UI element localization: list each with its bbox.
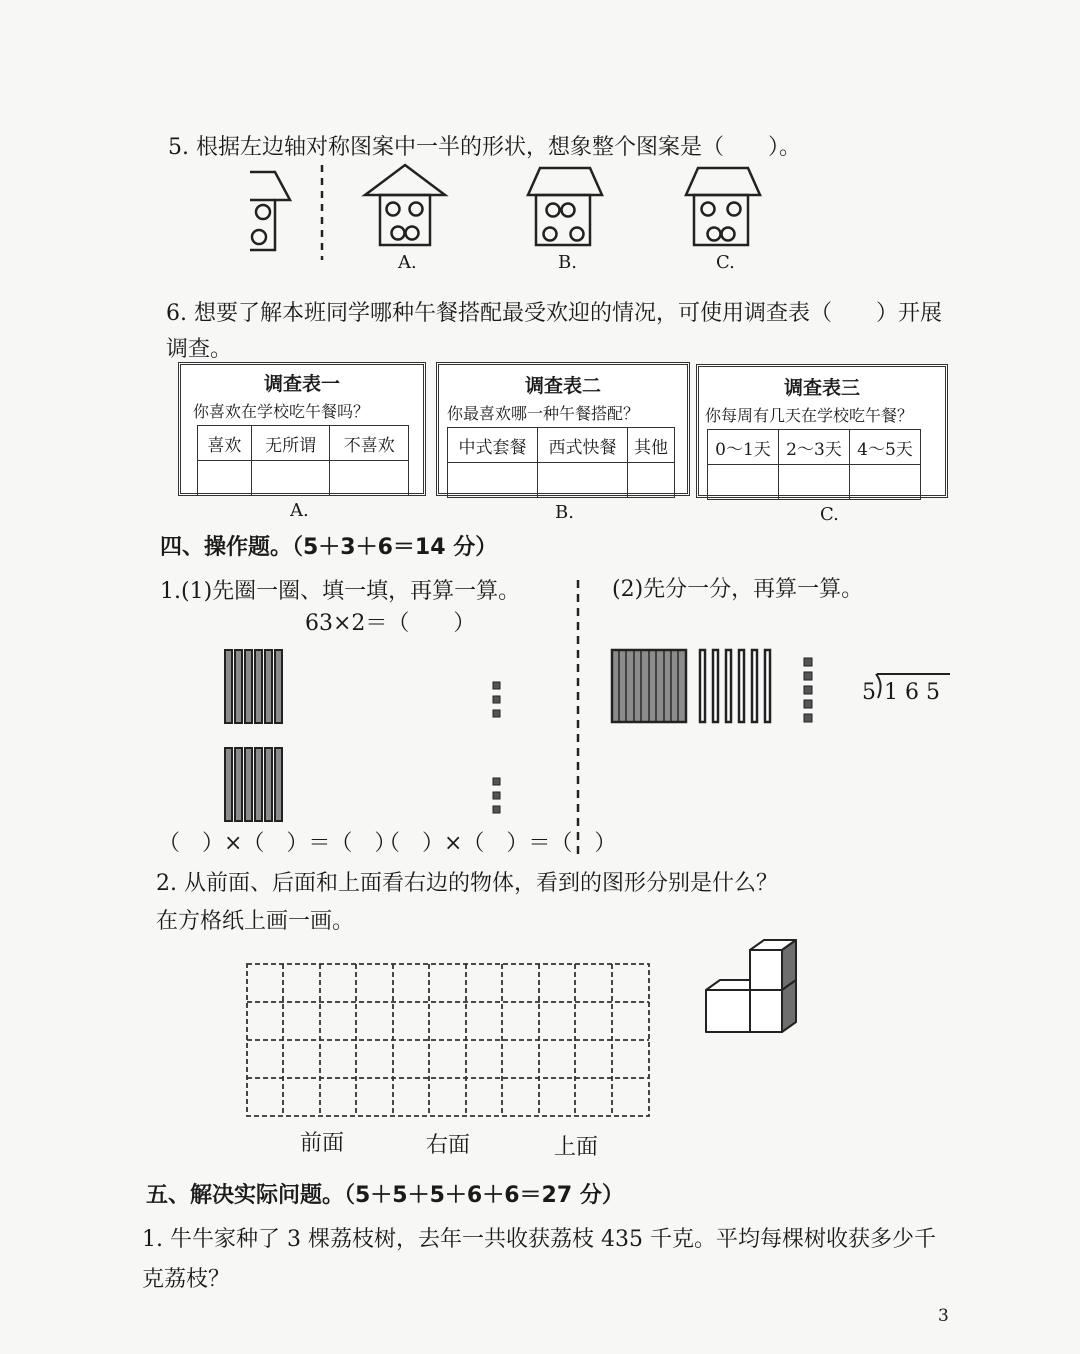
- q5-option-c-label[interactable]: C.: [716, 252, 735, 273]
- q6-question-line1: 6. 想要了解本班同学哪种午餐搭配最受欢迎的情况，可使用调查表（ ）开展: [166, 301, 942, 326]
- section-5-q1-line1: 1. 牛牛家种了 3 棵荔枝树，去年一共收获荔枝 435 千克。平均每棵树收获多少千: [142, 1227, 936, 1252]
- section-4-q2-line2: 在方格纸上画一画。: [156, 909, 355, 934]
- division-bracket: [876, 674, 881, 698]
- section-4-expression: 63×2＝（ ）: [305, 611, 476, 636]
- drawing-grid[interactable]: [245, 962, 653, 1120]
- survey-col-header: 无所谓: [251, 426, 330, 461]
- cube-stack-figure: [700, 936, 810, 1040]
- q6-option-c-label[interactable]: C.: [820, 504, 839, 525]
- q6-option-b-label[interactable]: B.: [555, 502, 574, 523]
- q5-figures: [240, 160, 780, 280]
- survey-table-b-question: 你最喜欢哪一种午餐搭配？: [447, 404, 640, 423]
- blank-row-left[interactable]: （ ）×（ ）＝（ ）: [158, 831, 397, 856]
- survey-col-header: 2～3天: [779, 430, 850, 465]
- survey-table-c[interactable]: [696, 364, 948, 498]
- grid-label-front: 前面: [300, 1131, 345, 1156]
- survey-table-c-question: 你每周有几天在学校吃午餐？: [705, 406, 914, 425]
- grid-label-top: 上面: [554, 1135, 599, 1160]
- survey-col-header: 喜欢: [198, 426, 252, 461]
- survey-col-header: 0～1天: [708, 430, 779, 465]
- grid-label-right: 右面: [426, 1133, 471, 1158]
- q5-option-b-label[interactable]: B.: [558, 252, 577, 273]
- survey-table-a-grid: [197, 425, 409, 496]
- section-5-q1-line2: 克荔枝？: [142, 1267, 231, 1292]
- half-house-figure: [250, 172, 290, 250]
- survey-table-b-grid: [447, 427, 675, 498]
- division-divisor: 5: [862, 680, 876, 705]
- page-number: 3: [938, 1306, 949, 1326]
- survey-table-a-question: 你喜欢在学校吃午餐吗？: [193, 402, 370, 421]
- base-ten-blocks-figure: [150, 580, 960, 860]
- survey-table-b-title: 调查表二: [524, 375, 601, 397]
- q5-option-a-label[interactable]: A.: [398, 252, 417, 273]
- q6-question-line2: 调查。: [166, 337, 233, 362]
- section-4-heading: 四、操作题。（5＋3＋6＝14 分）: [160, 535, 498, 560]
- survey-col-header: 西式快餐: [538, 428, 628, 463]
- survey-col-header: 4～5天: [850, 430, 921, 465]
- survey-col-header: 不喜欢: [330, 426, 409, 461]
- section-4-q1-part1: 1.(1)先圈一圈、填一填，再算一算。: [160, 579, 521, 604]
- option-c-figure: [686, 168, 760, 245]
- survey-table-b[interactable]: [436, 362, 690, 496]
- option-a-figure: [365, 165, 445, 245]
- option-b-figure: [528, 168, 602, 245]
- section-5-heading: 五、解决实际问题。（5＋5＋5＋6＋6＝27 分）: [146, 1183, 624, 1208]
- survey-table-c-title: 调查表三: [783, 377, 860, 399]
- division-dividend: 1 6 5: [884, 680, 940, 705]
- survey-table-c-grid: [707, 429, 921, 500]
- survey-col-header: 中式套餐: [448, 428, 538, 463]
- q6-option-a-label[interactable]: A.: [290, 500, 309, 521]
- blank-row-right[interactable]: （ ）×（ ）＝（ ）: [378, 831, 617, 856]
- section-4-q1-part2: (2)先分一分，再算一算。: [612, 577, 864, 602]
- survey-table-a-title: 调查表一: [263, 373, 340, 395]
- section-4-q2-line1: 2. 从前面、后面和上面看右边的物体，看到的图形分别是什么？: [156, 871, 778, 896]
- survey-col-header: 其他: [628, 428, 675, 463]
- survey-table-a[interactable]: [178, 362, 426, 496]
- q5-question: 5. 根据左边轴对称图案中一半的形状，想象整个图案是（ ）。: [168, 135, 801, 160]
